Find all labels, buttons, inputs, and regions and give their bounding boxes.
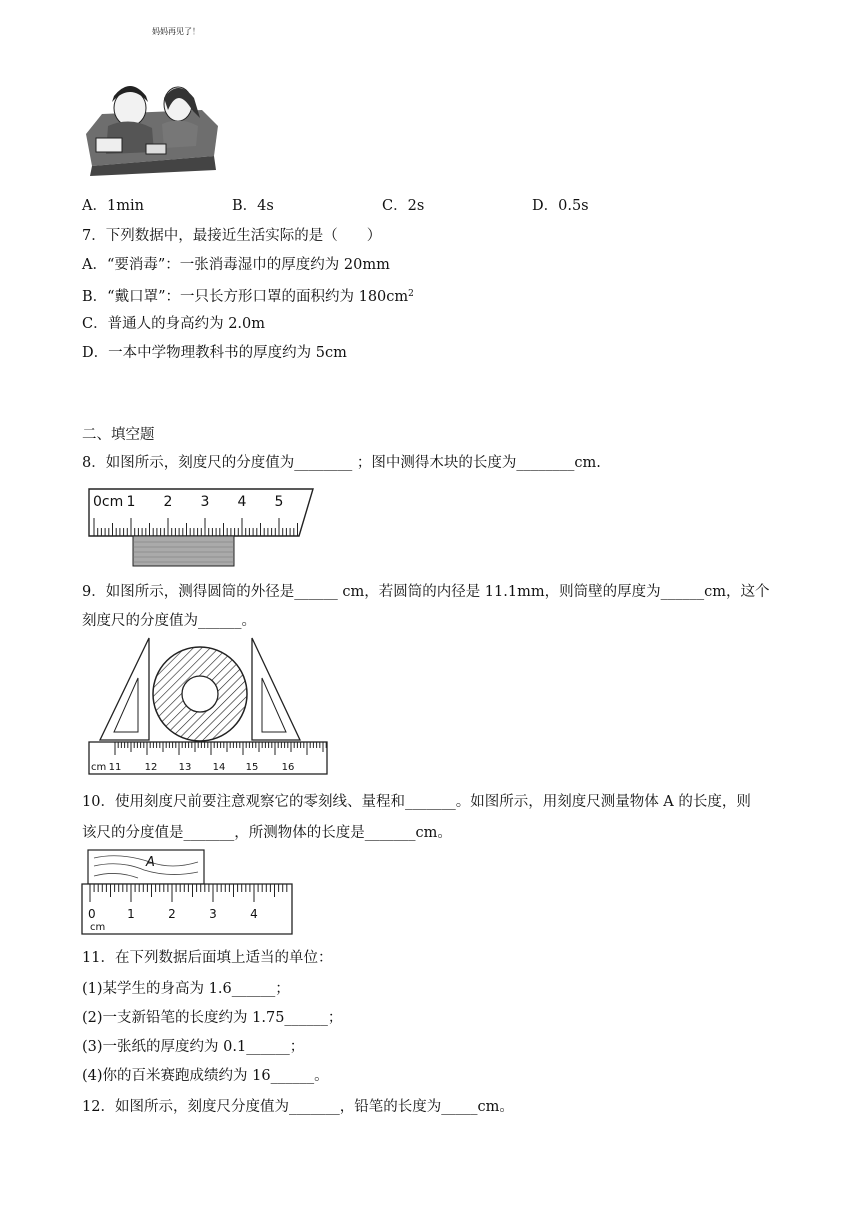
- ruler-label: 12: [144, 762, 158, 773]
- q6-option-d: D．0.5s: [532, 198, 589, 214]
- q6-option-b: B．4s: [232, 198, 274, 214]
- ruler-label: 1: [127, 907, 135, 921]
- q11-item-3: (3)一张纸的厚度约为 0.1______；: [82, 1039, 305, 1055]
- ruler-label: 5: [274, 494, 284, 510]
- q11-item-4: (4)你的百米赛跑成绩约为 16______。: [82, 1068, 329, 1084]
- q7-option-d: D．一本中学物理教科书的厚度约为 5cm: [82, 345, 347, 361]
- q10-ruler-figure: [80, 848, 296, 936]
- ruler-label: 4: [237, 494, 247, 510]
- q10-line-2: 该尺的分度值是_______，所测物体的长度是_______cm。: [82, 825, 452, 841]
- q7-option-a: A．“要消毒”：一张消毒湿巾的厚度约为 20mm: [82, 257, 390, 273]
- q9-line-1: 9．如图所示，测得圆筒的外径是______ cm，若圆筒的内径是 11.1mm，则筒壁的厚度为______cm，这个: [82, 584, 770, 600]
- q6-option-c: C．2s: [382, 198, 425, 214]
- ruler-label: 0cm: [93, 494, 124, 510]
- q10-unit-label: cm: [90, 922, 106, 933]
- q11-item-2: (2)一支新铅笔的长度约为 1.75______；: [82, 1010, 343, 1026]
- cartoon-caption: 妈妈再见了！: [152, 27, 200, 36]
- object-a-label: A: [146, 855, 155, 870]
- q7-option-b-text: B．“戴口罩”：一只长方形口罩的面积约为 180cm: [82, 289, 409, 305]
- q6-option-a: A．1min: [82, 198, 144, 214]
- q7-stem: 7．下列数据中，最接近生活实际的是（ ）: [82, 228, 382, 244]
- ruler-label: 2: [168, 907, 176, 921]
- ruler-label: 2: [163, 494, 173, 510]
- q12-stem: 12．如图所示，刻度尺分度值为_______，铅笔的长度为_____cm。: [82, 1099, 514, 1115]
- ruler-label: 16: [281, 762, 295, 773]
- section-title: 二、填空题: [82, 427, 155, 443]
- ruler-label: 13: [178, 762, 192, 773]
- ruler-label: 3: [200, 494, 210, 510]
- cartoon-figure: [82, 6, 222, 178]
- ruler-label: 11: [108, 762, 122, 773]
- q9-line-2: 刻度尺的分度值为______。: [82, 613, 256, 629]
- ruler-label: 0: [88, 907, 96, 921]
- q8-stem: 8．如图所示，刻度尺的分度值为________ ；图中测得木块的长度为________cm.: [82, 455, 601, 471]
- q11-stem: 11．在下列数据后面填上适当的单位：: [82, 950, 333, 966]
- ruler-label: 4: [250, 907, 258, 921]
- q7-option-b-sup: 2: [408, 289, 414, 299]
- ruler-label: cm: [91, 762, 107, 773]
- ruler-label: 1: [126, 494, 136, 510]
- ruler-label: 15: [245, 762, 259, 773]
- q7-option-c: C．普通人的身高约为 2.0m: [82, 316, 266, 332]
- ruler-label: 14: [212, 762, 226, 773]
- q9-cylinder-figure: [86, 636, 332, 776]
- q11-item-1: (1)某学生的身高为 1.6______；: [82, 981, 290, 997]
- ruler-label: 3: [209, 907, 217, 921]
- q7-option-b: [82, 284, 414, 307]
- q10-line-1: 10．使用刻度尺前要注意观察它的零刻线、量程和_______。如图所示，用刻度尺测量物体 A 的长度，则: [82, 794, 751, 810]
- q8-ruler-figure: [86, 486, 318, 568]
